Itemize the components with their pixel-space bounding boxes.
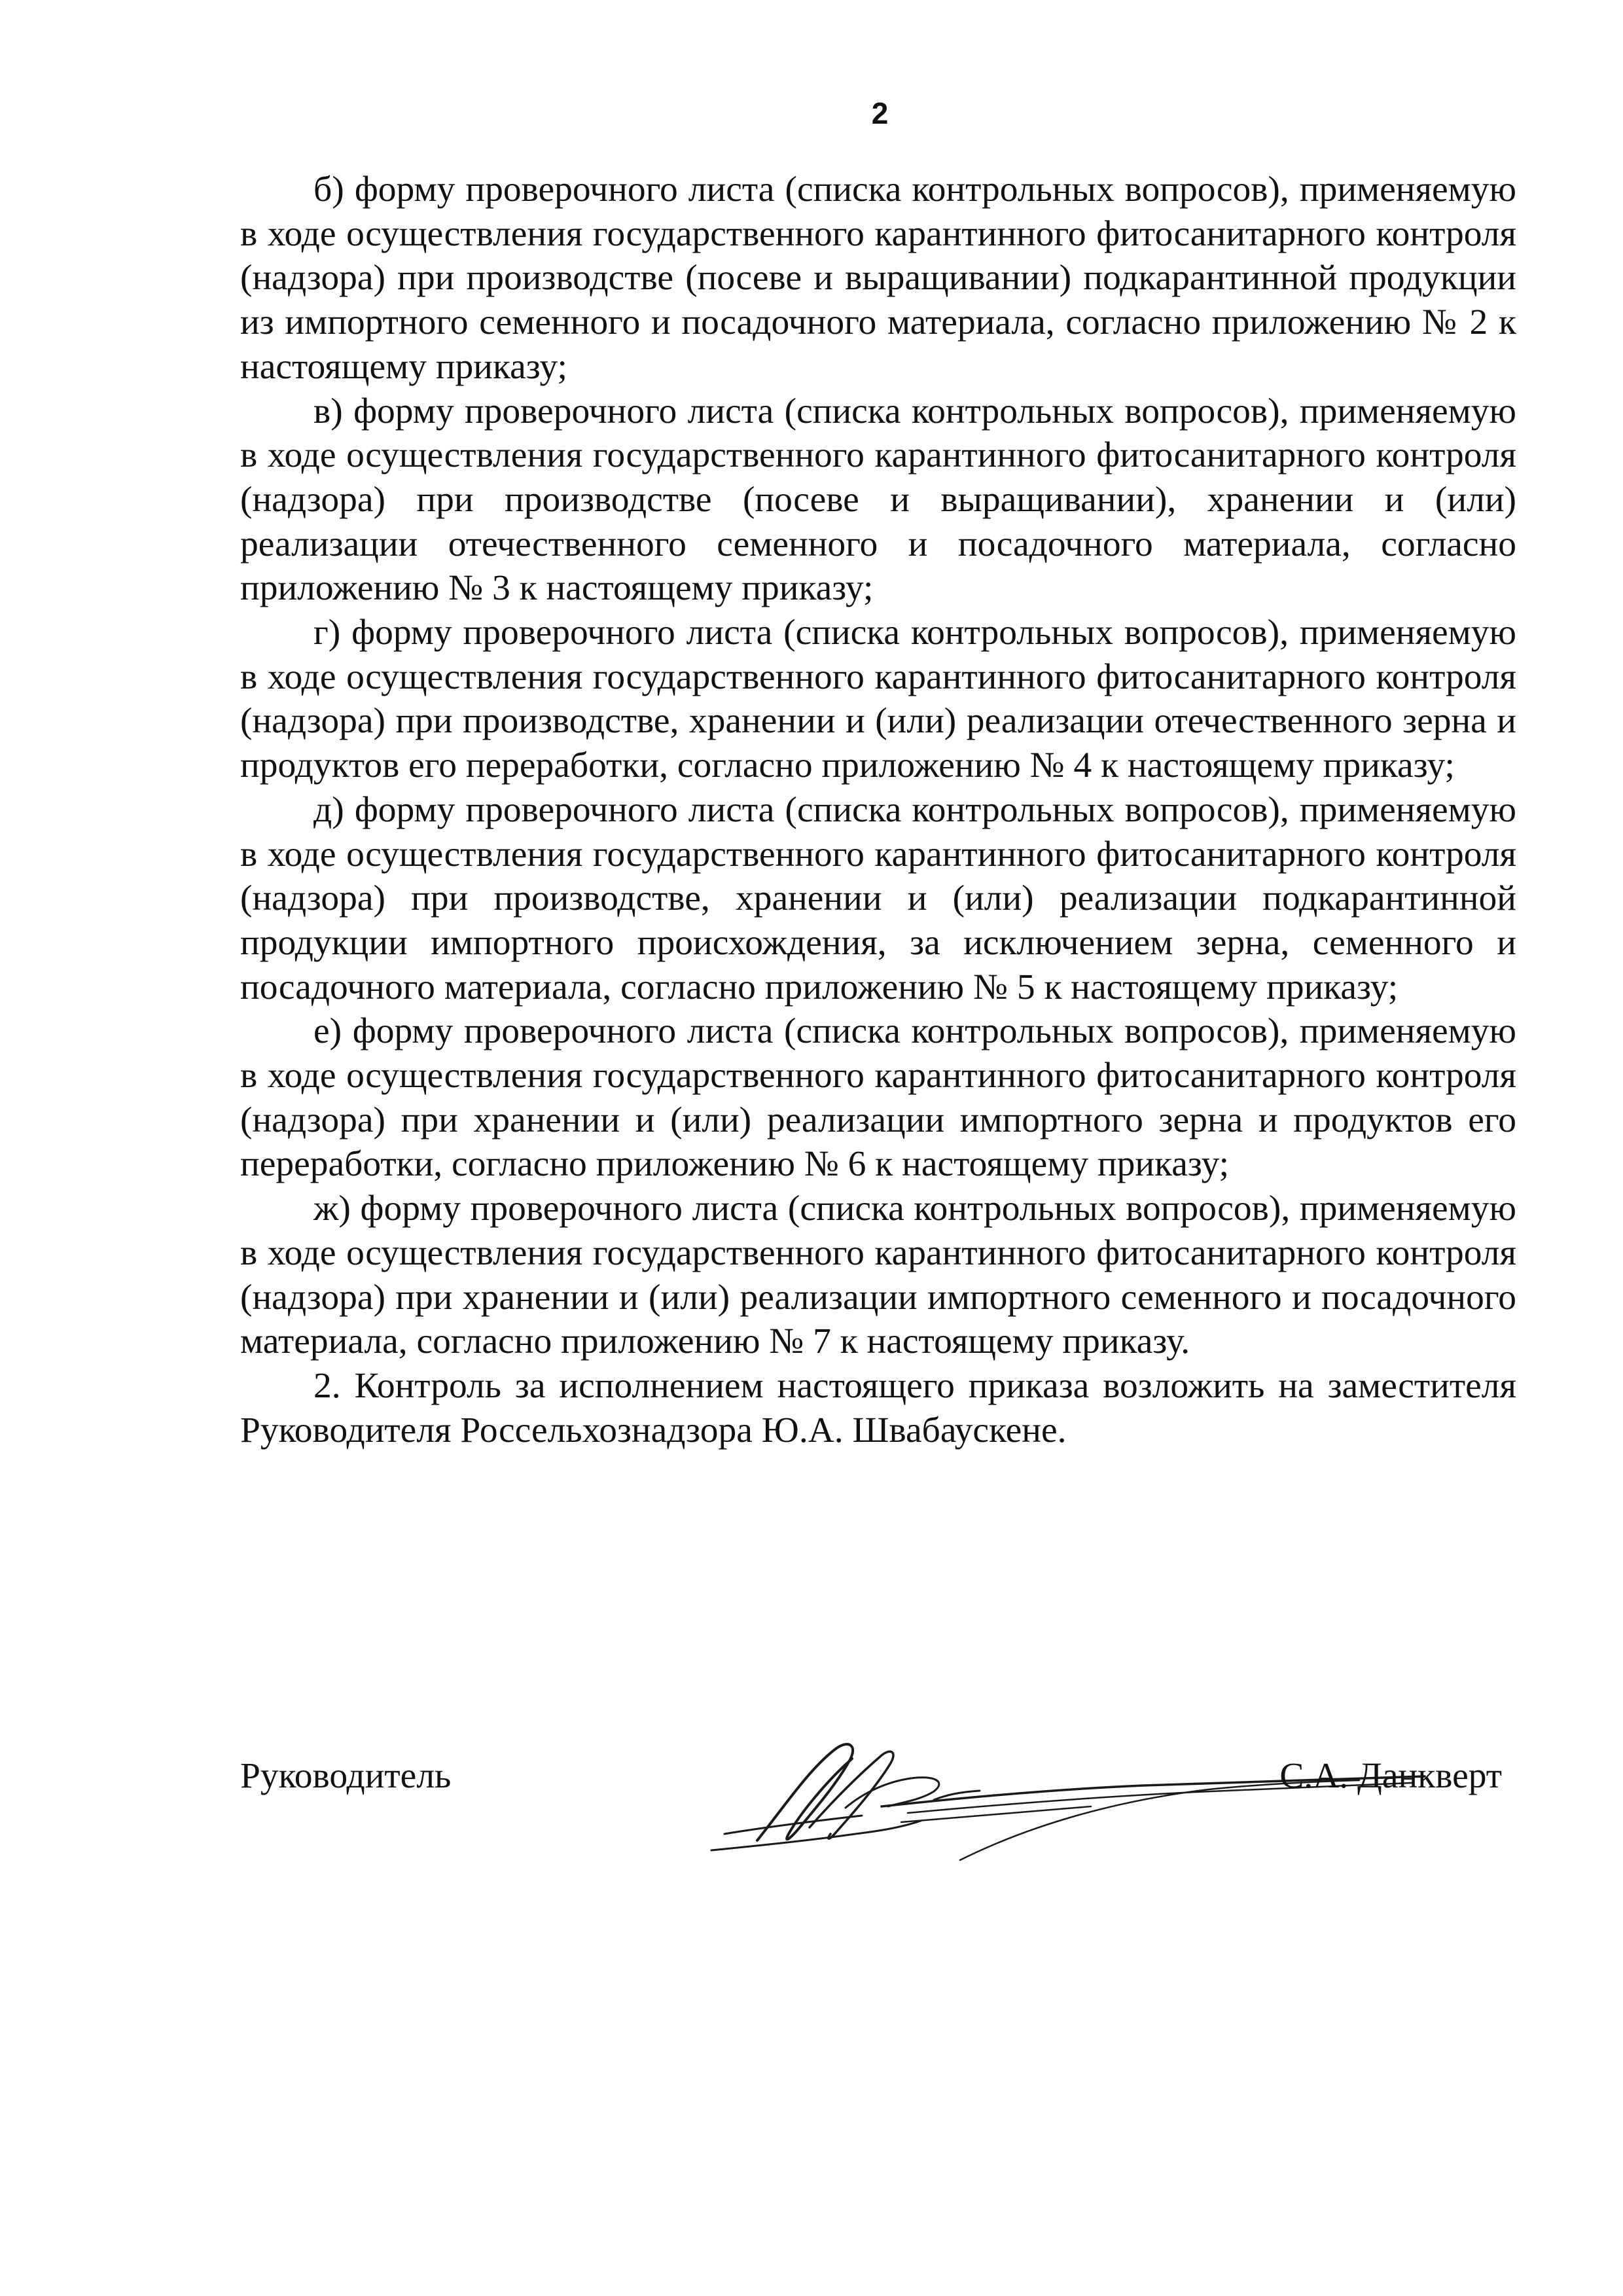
paragraph-control-clause: 2. Контроль за исполнением настоящего приказа возложить на заместителя Руководителя Россельхознадзора Ю.А. Швабаускене.: [240, 1365, 1516, 1450]
paragraph-item-d: д) форму проверочного листа (списка контрольных вопросов), применяемую в ходе осуществления государственного карантинного фитосанитарного контроля (надзора) при производстве, хранении и (или) реализации подкарантинной продукции импортного происхождения, за исключением зерна, семенного и посадочного материала, согласно приложению № 5 к настоящему приказу;: [240, 789, 1516, 1007]
paragraph-item-b: б) форму проверочного листа (списка контрольных вопросов), применяемую в ходе осуществления государственного карантинного фитосанитарного контроля (надзора) при производстве (посеве и выращивании) подкарантинной продукции из импортного семенного и посадочного материала, согласно приложению № 2 к настоящему приказу;: [240, 170, 1516, 387]
paragraph-item-zh: ж) форму проверочного листа (списка контрольных вопросов), применяемую в ходе осуществления государственного карантинного фитосанитарного контроля (надзора) при хранении и (или) реализации импортного семенного и посадочного материала, согласно приложению № 7 к настоящему приказу.: [240, 1189, 1516, 1362]
page-number: 2: [871, 96, 889, 130]
signature-block: [240, 1754, 1516, 1885]
paragraph-item-e: е) форму проверочного листа (списка контрольных вопросов), применяемую в ходе осуществления государственного карантинного фитосанитарного контроля (надзора) при хранении и (или) реализации импортного зерна и продуктов его переработки, согласно приложению № 6 к настоящему приказу;: [240, 1011, 1516, 1185]
paragraph-item-v: в) форму проверочного листа (списка контрольных вопросов), применяемую в ходе осуществления государственного карантинного фитосанитарного контроля (надзора) при производстве (посеве и выращивании), хранении и (или) реализации отечественного семенного и посадочного материала, согласно приложению № 3 к настоящему приказу;: [240, 391, 1516, 609]
signatory-title: Руководитель: [240, 1756, 452, 1796]
signatory-name: С.А. Данкверт: [1279, 1756, 1502, 1796]
document-body: [240, 168, 1516, 1452]
handwritten-signature: [685, 1729, 1562, 1873]
paragraph-item-g: г) форму проверочного листа (списка контрольных вопросов), применяемую в ходе осуществления государственного карантинного фитосанитарного контроля (надзора) при производстве, хранении и (или) реализации отечественного зерна и продуктов его переработки, согласно приложению № 4 к настоящему приказу;: [240, 613, 1516, 786]
